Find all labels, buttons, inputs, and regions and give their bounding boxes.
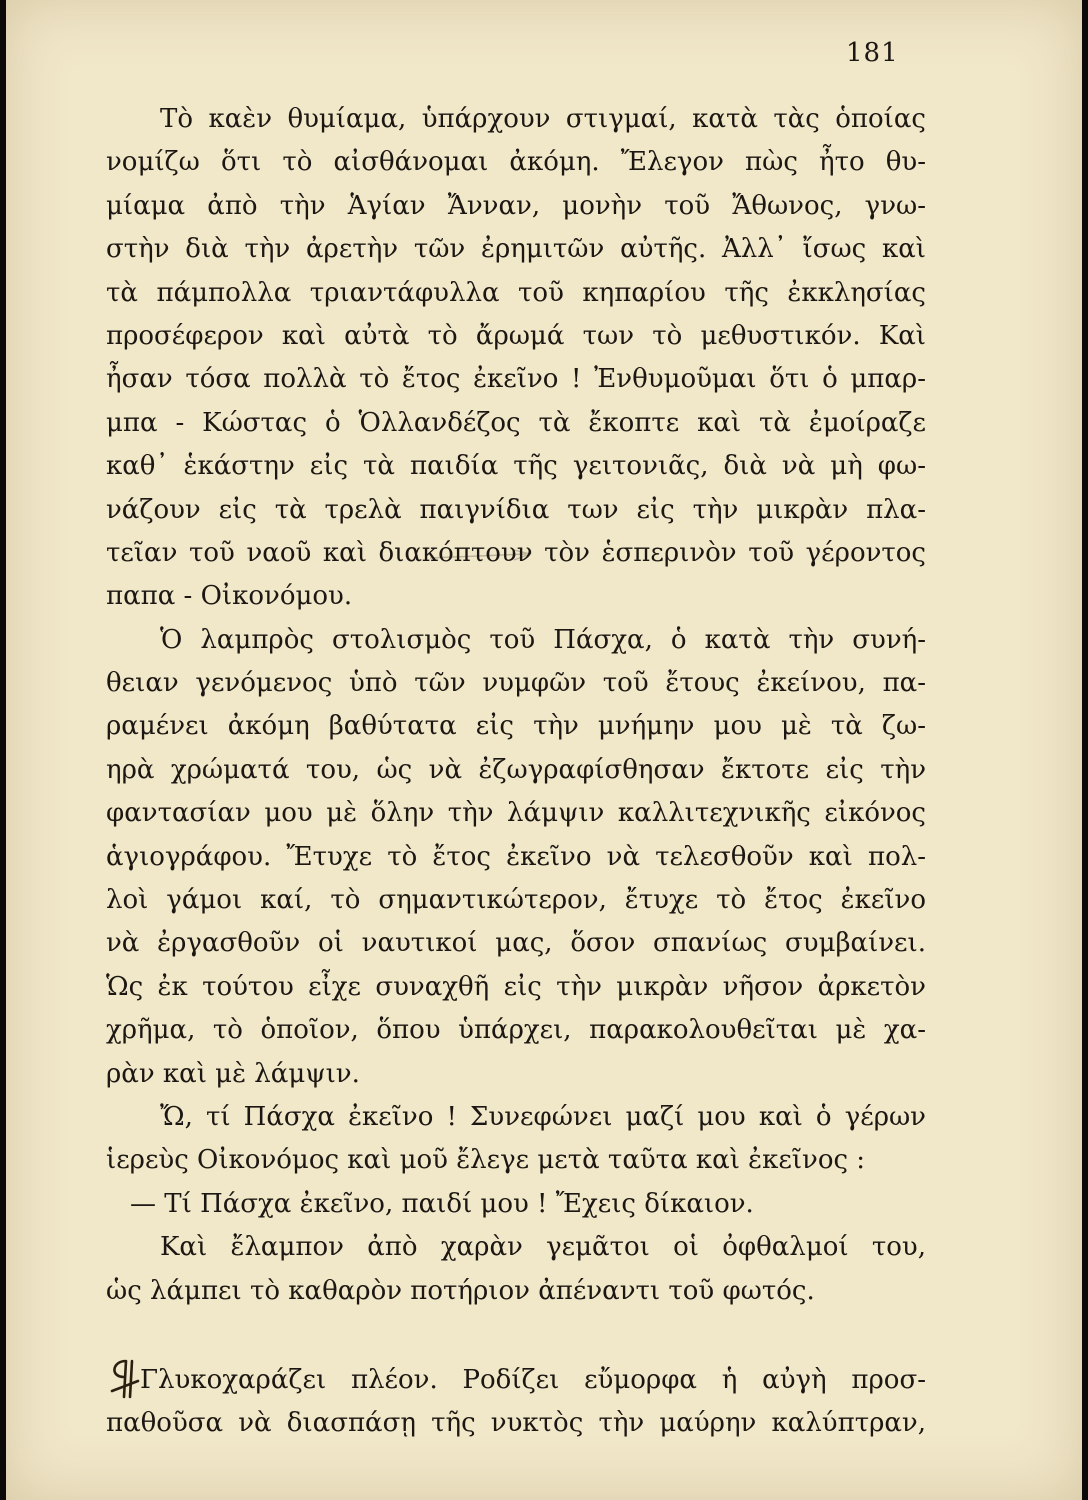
text-line: νομίζω ὅτι τὸ αἰσθάνομαι ἀκόμη. Ἔλεγον πὼς ἦτο θυ- [106,147,926,178]
page-number: 181 [846,38,899,68]
marked-line [106,1359,926,1402]
text-line: μίαμα ἀπὸ τὴν Ἁγίαν Ἄνναν, μονὴν τοῦ Ἄθωνος, γνω- [106,190,926,221]
paragraph [106,98,926,619]
text-line: θειαν γενόμενος ὑπὸ τῶν νυμφῶν τοῦ ἔτους ἐκείνου, πα- [106,668,926,699]
text-line: μπα - Κώστας ὁ Ὁλλανδέζος τὰ ἔκοπτε καὶ τὰ ἐμοίραζε [106,407,926,438]
text-line: ρὰν καὶ μὲ λάμψιν. [106,1058,360,1089]
text-line: Ὤ, τί Πάσχα ἐκεῖνο ! Συνεφώνει μαζί μου καὶ ὁ γέρων [160,1101,926,1132]
text-line: τὰ πάμπολλα τριαντάφυλλα τοῦ κηπαρίου τῆς ἐκκλησίας [106,277,926,308]
text-line: προσέφερον καὶ αὐτὰ τὸ ἄρωμά των τὸ μεθυστικόν. Καὶ [106,320,926,351]
text-line: ραμένει ἀκόμη βαθύτατα εἰς τὴν μνήμην μου μὲ τὰ ζω- [106,711,926,742]
handwritten-pilcrow-mark [104,1357,144,1401]
text-line: ὡς λάμπει τὸ καθαρὸν ποτήριον ἀπέναντι τοῦ φωτός. [106,1275,815,1306]
text-line: — Τί Πάσχα ἐκεῖνο, παιδί μου ! Ἔχεις δίκαιον. [130,1188,754,1219]
text-line: ἦσαν τόσα πολλὰ τὸ ἔτος ἐκεῖνο ! Ἐνθυμοῦμαι ὅτι ὁ μπαρ- [106,364,926,395]
text-line: φαντασίαν μου μὲ ὅλην τὴν λάμψιν καλλιτεχνικῆς εἰκόνος [106,798,926,829]
text-line: Τὸ καὲν θυμίαμα, ὑπάρχουν στιγμαί, κατὰ τὰς ὁποίας [160,104,926,134]
paragraph [106,1226,926,1313]
text-line: παπα - Οἰκονόμου. [106,581,353,612]
paragraph [106,1183,926,1226]
text-line: Καὶ ἔλαμπον ἀπὸ χαρὰν γεμᾶτοι οἱ ὀφθαλμοί του, [160,1232,926,1263]
paragraph [106,1096,926,1183]
text-line: νὰ ἐργασθοῦν οἱ ναυτικοί μας, ὅσον σπανίως συμβαίνει. [106,928,926,959]
text-line: Ὁ λαμπρὸς στολισμὸς τοῦ Πάσχα, ὁ κατὰ τὴν συνή- [160,624,926,655]
text-line: στὴν διὰ τὴν ἀρετὴν τῶν ἐρημιτῶν αὐτῆς. Ἀλλ᾽ ἴσως καὶ [106,234,926,265]
text-line: καθ᾽ ἑκάστην εἰς τὰ παιδία τῆς γειτονιᾶς, διὰ νὰ μὴ φω- [106,451,926,482]
text-line: τεῖαν τοῦ ναοῦ καὶ διακόπτουν τὸν ἑσπερινὸν τοῦ γέροντος [106,537,926,568]
text-line: νάζουν εἰς τὰ τρελὰ παιγνίδια των εἰς τὴν μικρὰν πλα- [106,494,926,525]
text-line: Ὡς ἐκ τούτου εἶχε συναχθῆ εἰς τὴν μικρὰν νῆσον ἀρκετὸν [106,971,926,1002]
text-line: Γλυκοχαράζει πλέον. Ροδίζει εὔμορφα ἡ αὐγὴ προσ- [140,1364,926,1395]
text-line: χρῆμα, τὸ ὁποῖον, ὅπου ὑπάρχει, παρακολουθεῖται μὲ χα- [106,1015,926,1046]
text-line: ἱερεὺς Οἰκονόμος καὶ μοῦ ἔλεγε μετὰ ταῦτα καὶ ἐκεῖνος : [106,1145,866,1176]
body-text [106,98,926,1446]
text-line: ηρὰ χρώματά του, ὡς νὰ ἐζωγραφίσθησαν ἔκτοτε εἰς τὴν [106,754,926,785]
paragraph [106,619,926,1096]
text-line: παθοῦσα νὰ διασπάσῃ τῆς νυκτὸς τὴν μαύρην καλύπτραν, [106,1408,926,1439]
text-line: λοὶ γάμοι καί, τὸ σημαντικώτερον, ἔτυχε τὸ ἔτος ἐκεῖνο [106,885,926,916]
text-line: ἁγιογράφου. Ἔτυχε τὸ ἔτος ἐκεῖνο νὰ τελεσθοῦν καὶ πολ- [106,841,926,872]
book-page [6,0,1082,1500]
section-gap [106,1313,926,1359]
paragraph [106,1359,926,1446]
